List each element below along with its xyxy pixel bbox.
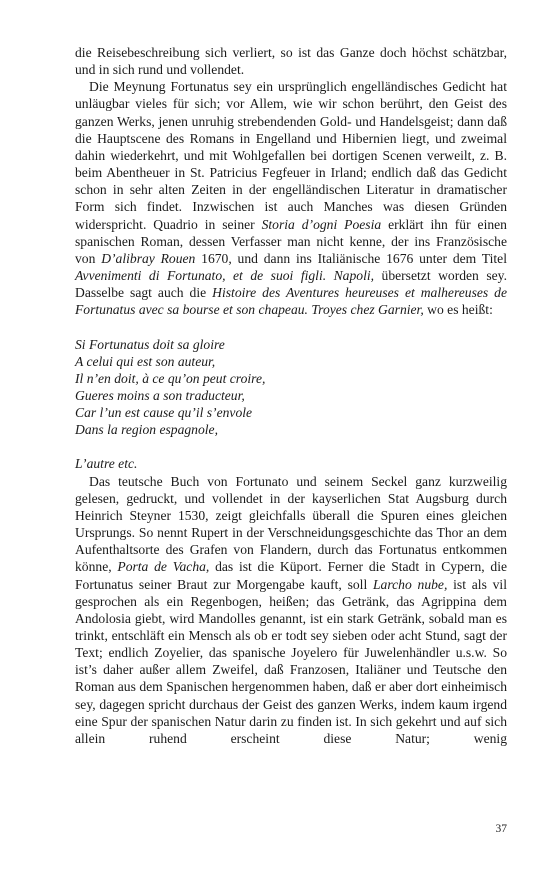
page-number: 37: [495, 823, 507, 835]
text-run: ist als vil gesprochen als ein Regenbogen, heißen; das Getränk, das Agrippina dem Andolosia giebt, wird Mandolles genannt, ist ein stark Getränk, sobald man es trinkt, entschläft ein Mensch als ob er todt sey sieben oder acht Stund, sagt der Text; endlich Zoyelier, das spanische Joyelero für Juwelenhändler u.s.w. So ist’s daher außer allem Zweifel, daß Franzosen, Italiäner und Teutsche den Roman aus dem Spanischen hergenommen haben, daß er aber dort einheimisch sey, dagegen spricht durchaus der Geist des ganzen Werks, indem kaum irgend eine Spur der spanischen Natur darin zu finden ist. In sich gekehrt und auf sich allein ruhend erscheint diese Natur; wenig: [75, 576, 507, 746]
text-run: Die Meynung Fortunatus sey ein ursprünglich engelländisches Gedicht hat unläugbar vieles für sich; vor Allem, wie wir schon berührt, den Geist des ganzen Werks, jenen unruhig strebendenden Gold- und Handelsgeist; dann daß die Hauptscene des Romans in Engelland und Hibernien liegt, und zweimal dahin wiederkehrt, und mit Wohlgefallen bei dortigen Scenen verweilt, z. B. beim Abentheuer in St. Patricius Fegfeuer in Irland; endlich daß das Gedicht schon in sehr alten Zeiten in der engelländischen Literatur in dramatischer Form sich findet. Inzwischen ist auch Manches was diesen Gründen widerspricht. Quadrio in seiner: [75, 79, 507, 232]
verse-line: Car l’un est cause qu’il s’envole: [75, 405, 253, 421]
verse-line: Gueres moins a son traducteur,: [75, 387, 245, 403]
italic-title: Storia d’ogni Poesia: [261, 216, 382, 232]
italic-term: Porta de Vacha,: [117, 559, 210, 575]
text-column: [75, 44, 507, 747]
italic-title: Histoire des Aventures heureuses et malhereuses de Fortunatus avec sa bourse et son chapeau. Troyes chez Garnier,: [75, 285, 507, 318]
paragraph-3: [75, 473, 507, 748]
italic-title: Avvenimenti di Fortunato, et de suoi figli. Napoli,: [75, 268, 375, 284]
verse-line: Si Fortunatus doit sa gloire: [75, 336, 225, 352]
text-run: übersetzt worden sey. Dasselbe sagt auch die: [75, 268, 507, 301]
text-run: 1670, und dann ins Italiänische 1676 unter dem Titel: [195, 250, 507, 266]
verse-line: Il n’en doit, à ce qu’on peut croire,: [75, 370, 266, 386]
text-run: das ist die Küport. Ferner die Stadt in Cypern, die Fortunatus seiner Braut zur Morgengabe kauft, soll: [75, 559, 508, 592]
text-run: die Reisebeschreibung sich verliert, so ist das Ganze doch höchst schätzbar, und in sich rund und vollendet.: [75, 45, 507, 78]
text-run: Das teutsche Buch von Fortunato und seinem Seckel ganz kurzweilig gelesen, gedruckt, und vollendet in der kayserlichen Stat Augsburg durch Heinrich Steyner 1530, zeigt gleichfalls überall die Spuren eines gleichen Ursprungs. So nennt Rupert in der Verschneidungsgeschichte das Thor an dem Aufenthaltsorte des Grafen von Flandern, durch das Fortunatus entkommen könne,: [75, 473, 507, 575]
paragraph-1: [75, 44, 507, 78]
verse-coda: L’autre etc.: [75, 456, 138, 472]
text-run: wo es heißt:: [423, 302, 493, 318]
italic-term: Larcho nube,: [373, 576, 448, 592]
italic-title: D’alibray Rouen: [101, 250, 196, 266]
paragraph-2: [75, 78, 507, 318]
text-run: erklärt ihn für einen spanischen Roman, dessen Verfasser man nicht kenne, der ins Französische von: [75, 216, 507, 266]
verse-line: A celui qui est son auteur,: [75, 353, 216, 369]
verse-line: Dans la region espagnole,: [75, 422, 218, 438]
verse-quote: [75, 336, 507, 439]
